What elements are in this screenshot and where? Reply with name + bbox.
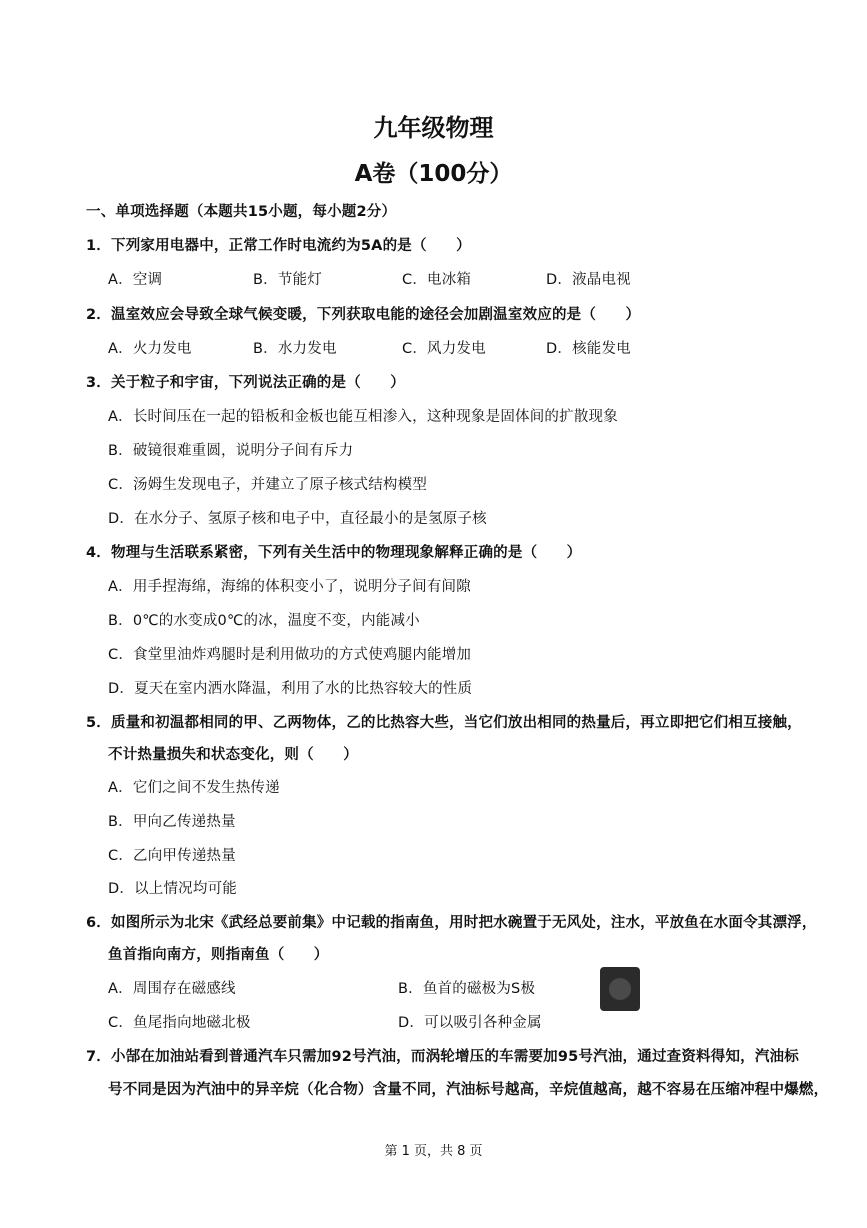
q1-option-b: B．节能灯 — [253, 272, 322, 288]
q1-option-a: A．空调 — [108, 272, 163, 288]
paper-subtitle: A卷（100分） — [354, 161, 513, 187]
q6-option-c: C．鱼尾指向地磁北极 — [108, 1015, 251, 1031]
q2-option-b: B．水力发电 — [253, 341, 337, 357]
q6-stem-line1: 6．如图所示为北宋《武经总要前集》中记载的指南鱼，用时把水碗置于无风处，注水，平放鱼在水面令其漂浮， — [86, 915, 817, 931]
q1-option-d: D．液晶电视 — [546, 272, 631, 288]
q1-option-c: C．电冰箱 — [402, 272, 472, 288]
section-heading: 一、单项选择题（本题共15小题，每小题2分） — [86, 204, 397, 220]
q6-option-b: B．鱼首的磁极为S极 — [398, 981, 536, 997]
q5-stem-line2: 不计热量损失和状态变化，则（ ） — [108, 747, 358, 763]
q2-stem: 2．温室效应会导致全球气候变暖，下列获取电能的途径会加剧温室效应的是（ ） — [86, 307, 641, 323]
q2-option-c: C．风力发电 — [402, 341, 486, 357]
q2-option-d: D．核能发电 — [546, 341, 631, 357]
q5-option-b: B．甲向乙传递热量 — [108, 814, 236, 830]
q5-stem-line1: 5．质量和初温都相同的甲、乙两物体，乙的比热容大些，当它们放出相同的热量后，再立即把它们相互接触， — [86, 715, 802, 731]
q5-option-d: D．以上情况均可能 — [108, 881, 237, 897]
q4-option-c: C．食堂里油炸鸡腿时是利用做功的方式使鸡腿内能增加 — [108, 647, 472, 663]
q1-stem: 1．下列家用电器中，正常工作时电流约为5A的是（ ） — [86, 238, 471, 254]
q3-option-b: B．破镜很难重圆，说明分子间有斥力 — [108, 443, 354, 459]
q6-stem-line2: 鱼首指向南方，则指南鱼（ ） — [108, 947, 329, 963]
q3-stem: 3．关于粒子和宇宙，下列说法正确的是（ ） — [86, 375, 405, 391]
page-footer: 第 1 页，共 8 页 — [384, 1144, 483, 1159]
q4-stem: 4．物理与生活联系紧密，下列有关生活中的物理现象解释正确的是（ ） — [86, 545, 582, 561]
q4-option-d: D．夏天在室内洒水降温，利用了水的比热容较大的性质 — [108, 681, 473, 697]
page-title: 九年级物理 — [373, 114, 494, 142]
q7-stem-line2: 号不同是因为汽油中的异辛烷（化合物）含量不同，汽油标号越高，辛烷值越高，越不容易在压缩冲程中爆燃， — [108, 1082, 829, 1098]
q7-stem-line1: 7．小郜在加油站看到普通汽车只需加92号汽油，而涡轮增压的车需要加95号汽油，通过查资料得知，汽油标 — [86, 1049, 799, 1065]
q3-option-c: C．汤姆生发现电子，并建立了原子核式结构模型 — [108, 477, 428, 493]
q4-option-a: A．用手捏海绵，海绵的体积变小了，说明分子间有间隙 — [108, 579, 471, 595]
q5-option-c: C．乙向甲传递热量 — [108, 848, 236, 864]
q2-option-a: A．火力发电 — [108, 341, 192, 357]
compass-fish-image — [600, 967, 640, 1011]
q4-option-b: B．0℃的水变成0℃的冰，温度不变，内能减小 — [108, 613, 420, 629]
q5-option-a: A．它们之间不发生热传递 — [108, 780, 280, 796]
q6-option-a: A．周围存在磁感线 — [108, 981, 236, 997]
q6-option-d: D．可以吸引各种金属 — [398, 1015, 542, 1031]
q3-option-a: A．长时间压在一起的铅板和金板也能互相渗入，这种现象是固体间的扩散现象 — [108, 409, 618, 425]
q3-option-d: D．在水分子、氢原子核和电子中，直径最小的是氢原子核 — [108, 511, 487, 527]
